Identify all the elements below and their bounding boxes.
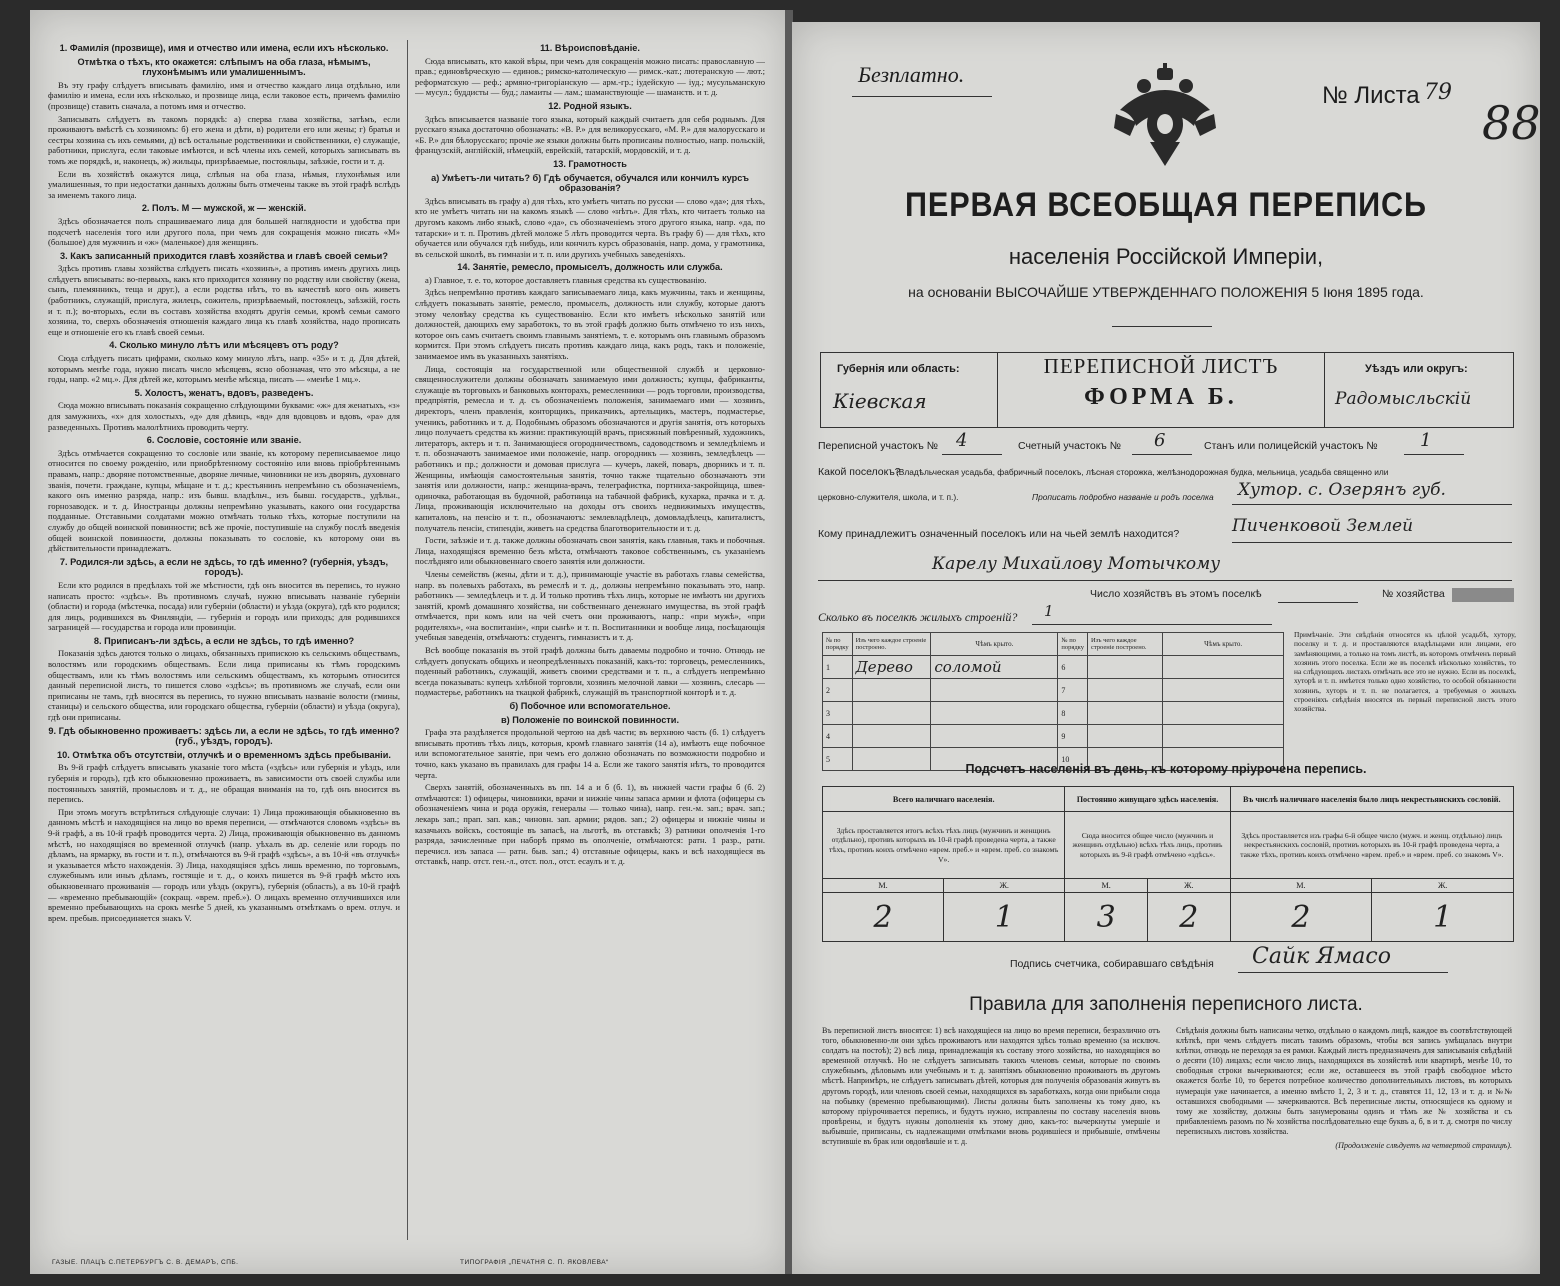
right-page — [792, 22, 1540, 1274]
section-heading: 6. Сословіе, состояніе или званіе. — [146, 435, 302, 446]
underline — [1232, 504, 1512, 505]
underline — [1238, 972, 1448, 973]
instruction-paragraph: При этомъ могутъ встрѣтиться слѣдующіе случаи: 1) Лица проживающія обыкновенно въ данномъ мѣстѣ и находящіяся на лицо во время переписи, — отмѣчаются словомъ «здѣсь» въ 9-й графѣ, а въ 10-й графѣ проводится черта. 2) Лица, проживающія обыкновенно въ данномъ мѣстѣ, но находящіяся во временной отлучкѣ (напр. уѣхалъ въ др. селеніе или городъ по дѣламъ, на ярмарку, въ гости и т. п.), отмѣчаются въ 9-й графѣ «здѣсь», а въ 10-й «въ отлучкѣ» и указывается мѣсто нахожденія. 3) Лица, находящіяся здѣсь лишь временно, по торговымъ, служебнымъ или иныъ дѣламъ, гостящіе и т. д., о коихъ пишется въ 9-й графѣ мѣсто ихъ обыкновеннаго проживанія — городъ или уѣздъ (округъ), губернія (область), а въ 10-й графѣ — «временно пребывающій» (сокращ. «врем. преб.»). О лицахъ временно отлучившихся или временно пребывающихъ на срокъ менѣе 5 дней, къ указаннымъ отмѣткамъ о врем. отлуч. и врем. пребыв. присоединяется знакъ V. — [48, 806, 400, 923]
buildings-label: Сколько въ поселкѣ жилыхъ строеній? — [818, 610, 1018, 624]
instruction-paragraph: Показанія здѣсь даются только о лицахъ, обязанныхъ припискою къ сельскимъ обществамъ, волостямъ или городскимъ обществамъ. Если лица приписаны къ тѣмъ городскимъ обществамъ, или къ тѣмъ волостямъ или сельскимъ обществамъ, къ которымъ относится данный переписной листъ, то пишется слово «здѣсь»; въ противномъ же случаѣ, если они приписаны не тамъ, гдѣ вносятся въ перепись, то нужно вписывать названіе волости (гмины, станицы) и сельского общества, или городскаго общества, губерніи (области) и уѣзда (округа), гдѣ они приписаны. — [48, 648, 400, 723]
legal-basis: на основаніи ВЫСОЧАЙШЕ УТВЕРЖДЕННАГО ПОЛОЖЕНІЯ 5 Іюня 1895 года. — [908, 284, 1424, 300]
settlement-value: Хутор. с. Озерянъ губ. — [1238, 480, 1446, 500]
buildings-value: 1 — [1044, 602, 1054, 620]
instruction-paragraph: Лица, состоящія на государственной или общественной службѣ и церковно-священнослужители должны обозначать занимаемую ими должность; купцы, фабриканты, служащіе въ торговыхъ и банковыхъ конторахъ, ремесленники — родъ торговли, производства, предпріятія, ремесла и т. д. съ обозначеніемъ положенія, занимаемаго ими — хозяинъ, директоръ, членъ правленія, конторщикъ, приказчикъ, артельщикъ, мастеръ, подмастерье, ученикъ, работникъ и т. д. Подобнымъ образомъ обозначаются и другія занятія, отъ которыхъ лицо получаетъ средства къ жизни: практикующій врачъ, присяжный повѣренный, художникъ, литераторъ, актеръ и т. п. Занимающіеся огородничествомъ, садоводствомъ и земледѣліемъ и т. п. обозначаютъ занимаемое ими положеніе, напр. огородникъ — хозяинъ, земледѣлецъ — работникъ и пр.; должности и домовая прислуга — кучеръ, лакей, поваръ, дворникъ и т. п. Женщины, имѣющія самостоятельныя занятія, точно также тщательно обозначаютъ эти занятія или должности, напр.: женщина-врачъ, телеграфистка, портниха-закройщица, швея-одиночка, работающая въ будочной, работница на табачной фабрикѣ, кухарка, прачка и т. д. Лица, проживающія исключительно на доходы отъ своихъ недвижимыхъ имуществъ, капиталовъ, на пенсію и т. п., обозначаютъ: землевладѣлецъ, домовладѣлецъ, капиталистъ, получатель пенсіи, стипендіи, живетъ на средства благотворительности и т. д. — [415, 363, 765, 533]
instruction-paragraph: Здѣсь вписывать въ графу а) для тѣхъ, кто умѣетъ читать по русски — слово «да»; для тѣхъ, кто не умѣетъ читать ни на какомъ языкѣ — слово «нѣтъ». Для тѣхъ, кто читаетъ только на другомъ какомъ либо языкѣ, слово «да», съ обозначеніемъ этого другого языка, напр. «да, по татарски» и т. п. Противъ дѣтей моложе 5 лѣтъ проводится черта. Въ графу б) — для тѣхъ, кто обучается или обучался гдѣ нибудь, или кончилъ курсъ образованія, напр. дома, у грамотника, въ сельской школѣ, въ гимназіи и т. п. или другихъ учебныхъ заведеніяхъ. — [415, 195, 765, 259]
section-heading: 13. Грамотность — [553, 158, 627, 169]
count-area-value: 6 — [1154, 430, 1166, 451]
row-number: 10 — [1058, 748, 1088, 771]
enumerator-signature: Сайк Ямасо — [1252, 944, 1391, 969]
underline — [1232, 542, 1512, 543]
section-heading: 1. Фамилія (прозвище), имя и отчество или имена, если ихъ нѣсколько. — [59, 43, 389, 53]
row-number: 5 — [823, 748, 853, 771]
section-heading: 11. Вѣроисповѣданіе. — [540, 43, 640, 53]
district-box — [1324, 352, 1514, 428]
pop-head-present: Всего наличнаго населенія. — [823, 787, 1065, 812]
nonpeasant-male-count: 2 — [1230, 893, 1372, 942]
rules-column-1: Въ переписной листъ вносятся: 1) всѣ находящіеся на лицо во время переписи, безразлично отъ того, обыкновенно-ли они здѣсь проживаютъ или находятся здѣсь только временно (за исключ. солдатъ на постоѣ); 2) всѣ лица, принадлежащія къ составу этого хозяйства, но находящіяся во временной отлучкѣ. Но не слѣдуетъ записывать такихъ членовъ семьи, которые по своимъ служебнымъ, дѣловымъ или учебнымъ и т. д. занятіямъ обыкновенно проживаютъ въ другомъ мѣстѣ. Напримѣръ, не слѣдуетъ записывать дѣтей, которыя для полученія образованія живутъ въ другомъ городѣ, или членовъ своей семьи, находящихся въ заработкахъ, когда они прибыли сюда на побывку (временно пребывающими). Листы должны быть заполнены къ тому дню, къ которому пріурочивается перепись, и будутъ нужно, исправлены по составу населенія вновь провѣрены, и будутъ нужны дополненія къ этому дню, какъ-то: вычеркнуты умершіе и выбывшіе, приписаны, съ надлежащими отмѣтками вновь родившіеся и прибывшіе, отмѣчены вступившіе въ брак или овдовѣвшіе и т. д. — [822, 1026, 1160, 1147]
column-divider — [407, 40, 408, 1240]
bt-head-what: Изъ чего каждое строеніе построено. — [1087, 633, 1162, 656]
row-number: 4 — [823, 725, 853, 748]
row-number: 6 — [1058, 656, 1088, 679]
document-title: ПЕРВАЯ ВСЕОБЩАЯ ПЕРЕПИСЬ — [905, 186, 1427, 224]
row-number: 8 — [1058, 702, 1088, 725]
instruction-paragraph: а) Главное, т. е. то, которое доставляетъ главныя средства къ существованію. — [425, 274, 707, 285]
building-material: Дерево — [852, 656, 931, 679]
bt-head-roof: Чѣмъ крыто. — [1163, 633, 1284, 656]
underline — [818, 580, 1512, 581]
household-number-label: № хозяйства — [1382, 588, 1445, 600]
province-value: Кіевская — [833, 389, 927, 413]
rules-column-2 — [1176, 1026, 1512, 1151]
row-number: 1 — [823, 656, 853, 679]
section-heading: Отмѣтка о тѣхъ, кто окажется: слѣпымъ на оба глаза, нѣмымъ, глухонѣмымъ или умалишеннымъ. — [77, 56, 371, 78]
section-heading: в) Положеніе по воинской повинности. — [500, 714, 680, 725]
instruction-paragraph: Гости, заѣзжіе и т. д. также должны обозначать свои занятія, какъ главныя, такъ и побочныя. Лица, находящіяся временно безъ мѣста, отмѣчаютъ таковое собственнымъ, съ указаніемъ послѣдняго или обыкновеннаго своего занятія или должности. — [415, 535, 765, 567]
pop-head-permanent: Постоянно живущаго здѣсь населенія. — [1065, 787, 1230, 812]
female-label: Ж. — [1147, 879, 1230, 893]
form-title: ПЕРЕПИСНОЙ ЛИСТЪ — [1043, 354, 1279, 378]
left-page — [30, 10, 788, 1274]
province-label: Губернія или область: — [837, 363, 960, 375]
underline — [942, 454, 1002, 455]
settlement-hint-2: церковно-служителя, школа, и т. п.). — [818, 492, 959, 502]
settlement-label: Какой поселокъ? — [818, 466, 901, 478]
district-value: Радомысльскій — [1335, 389, 1472, 409]
bt-head-what: Изъ чего каждое строеніе построено. — [852, 633, 931, 656]
divider — [852, 96, 992, 97]
pop-desc-nonpeasant: Здѣсь проставляется изъ графы 6-й общее число (мужч. и женщ. отдѣльно) лицъ некрестьянскихъ сословій, противъ которыхъ въ 10-й графѣ проведена черта, а также тѣхъ, противъ коихъ отмѣчено «врем. преб.» и «врем. преб. со знакомъ V». — [1230, 812, 1513, 879]
underline — [1278, 602, 1358, 603]
instruction-paragraph: Сюда слѣдуетъ писать цифрами, сколько кому минуло лѣтъ, напр. «35» и т. д. Для дѣтей, которымъ менѣе года, нужно писать число мѣсяцевъ, ясно обозначая, что это мѣсяцы, а не годы, напр. «2 мц.». Для дѣтей же, которымъ менѣе мѣсяца, писать — «менѣе 1 мц.». — [48, 353, 400, 385]
section-heading: 9. Гдѣ обыкновенно проживаетъ: здѣсь ли, а если не здѣсь, то гдѣ именно? (губ., уѣздъ, городъ). — [48, 725, 400, 747]
bt-head-num: № по порядку — [823, 633, 853, 656]
printer-footer-left: ГАЗЫЕ. ПЛАЦЪ С.ПЕТЕРБУРГЪ С. В. ДЕМАРЪ, СПБ. — [52, 1259, 239, 1266]
bt-head-num: № по порядку — [1058, 633, 1088, 656]
pop-desc-permanent: Сюда вносится общее число (мужчинъ и женщинъ отдѣльно) всѣхъ тѣхъ лицъ, противъ которыхъ въ 9-й графѣ отмѣчено «здѣсь». — [1065, 812, 1230, 879]
sheet-number-label: № Листа — [1322, 82, 1420, 109]
permanent-female-count: 2 — [1147, 893, 1230, 942]
underline — [1404, 454, 1464, 455]
instruction-paragraph: Если кто родился в предѣлахъ той же мѣстности, гдѣ онъ вносится въ перепись, то нужно написать просто: «здѣсь». Въ противномъ случаѣ, нужно вписывать названіе губерніи (области) и города (мѣстечка, посада) или губерніи (области) и уѣзда (округа), гдѣ кто родился; для лицъ, родившихся въ Финляндіи, — губернія и городъ или приходъ; для родившихся заграницей — государства и города или провинціи. — [48, 579, 400, 633]
province-box — [820, 352, 998, 428]
row-number: 3 — [823, 702, 853, 725]
bt-head-roof: Чѣмъ крыто. — [931, 633, 1058, 656]
households-label: Число хозяйствъ въ этомъ поселкѣ — [1090, 588, 1262, 600]
section-heading: б) Побочное или вспомогательное. — [509, 701, 671, 712]
section-heading: 3. Какъ записанный приходится главѣ хозяйства и главѣ своей семьи? — [60, 250, 388, 261]
section-heading: 2. Полъ. М — мужской, ж — женскій. — [141, 203, 307, 214]
form-name: ФОРМА Б. — [1084, 384, 1238, 410]
instruction-paragraph: Здѣсь противъ главы хозяйства слѣдуетъ писать «хозяинъ», а противъ именъ другихъ лицъ слѣдуетъ вписывать: во-первыхъ, какъ кто приходится хозяину по родству или свойству (жена, сынъ, племянникъ, теща и друг.), а если родства нѣтъ, то въ качествѣ кого онъ живетъ (работникъ, служащій, прислуга, жилецъ, сожитель, призрѣваемый, постоялецъ, заѣзжій, гость и т. п.); во-вторыхъ, если въ составъ хозяйства входятъ другія семьи, кромѣ семьи самого хозяина, то, сверхъ обозначенія отношенія каждаго лица къ главѣ хозяйства, надо прописать еще и отношеніе его къ главѣ своей семьи. — [48, 263, 400, 337]
instructions-column-1 — [48, 40, 400, 1240]
section-heading: 12. Родной языкъ. — [548, 100, 632, 111]
male-label: М. — [823, 879, 944, 893]
buildings-note: Примѣчаніе. Эти свѣдѣнія относятся къ цѣлой усадьбѣ, хутору, поселку и т. д. и проставляются владѣльцами или лицами, его замѣняющими, а только на томъ листѣ, въ которомъ отмѣченъ первый хозяинъ этого поселка. Если же въ поселкѣ нѣсколько хозяйствъ, то на слѣдующихъ листахъ отмѣчать все это не нужно. Если въ поселкѣ, хуторѣ и т. п. имѣется только одно хозяйство, то особой обязанности хозяинъ, хуторъ и т. п. не полагается, а требуемыя о жилыхъ строеніяхъ свѣдѣнія вносятся въ первый переписной листъ этого хозяйства. — [1294, 630, 1516, 714]
section-heading: 14. Занятіе, ремесло, промыселъ, должность или служба. — [457, 262, 723, 273]
instruction-paragraph: Всѣ вообще показанія въ этой графѣ должны быть даваемы подробно и точно. Отнюдь не слѣдуетъ допускать общихъ и неопредѣленныхъ показаній, какъ-то: торговецъ, ремесленникъ, поденный работникъ, служащій, живетъ своими средствами и т. п., а слѣдуетъ непремѣнно всегда показывать: купецъ хлѣбной торговли, хозяинъ мелочной лавки — хозяинъ, слесарь — подмастерье, работникъ на ткацкой фабрикѣ, служащій въ транспортной конторѣ и т. д. — [415, 645, 765, 698]
instruction-paragraph: Графа эта раздѣляется продольной чертою на двѣ части; въ верхнюю часть (б. 1) слѣдуетъ вписывать противъ тѣхъ лицъ, которыя, кромѣ главнаго занятія (14 а), имѣютъ еще побочное или вспомогательное занятіе, при чемъ его должно обозначать по возможности подробно и точно, какъ указано въ правилахъ для графы 14 а. Если же такого занятія нѣтъ, то проводится черта. — [415, 727, 765, 780]
archive-page-number: 88 — [1482, 96, 1541, 150]
row-number: 7 — [1058, 679, 1088, 702]
table-row — [823, 656, 1284, 679]
camp-value: 1 — [1420, 430, 1432, 451]
instruction-paragraph: Сюда вписывать, кто какой вѣры, при чемъ для сокращенія можно писать: православную — прав.; единовѣрческую — единов.; римско-католическую — римск.-кат.; лютеранскую — лют.; реформатскую — реф.; армяно-григоріанскую — арм.-гр.; іудейскую — іуд.; мусульманскую — мусул.; буддисты — буд.; ламаиты — лам.; шаманствующіе — шаманств. и т. д. — [415, 55, 765, 98]
instruction-paragraph: Записывать слѣдуетъ въ такомъ порядкѣ: а) сперва глава хозяйства, затѣмъ, если проживаютъ вмѣстѣ съ хозяиномъ: б) его жена и дѣти, в) родители его или жены; г) братья и сестры хозяина съ ихъ семьями, д) всѣ остальные родственники и свойственники, е) служащіе, работники, прислуга, если таковые имѣются, и всѣ члены ихъ семей, которыхъ записывать въ томъ же порядкѣ, и, наконецъ, ж) жильцы, призрѣваемые, постояльцы, заѣзжіе, гости и т. д. — [48, 113, 400, 166]
section-heading: 5. Холостъ, женатъ, вдовъ, разведенъ. — [134, 387, 314, 398]
table-row — [823, 679, 1284, 702]
owner-value: Пиченковой Землей — [1232, 516, 1414, 536]
section-heading: 7. Родился-ли здѣсь, а если не здѣсь, то гдѣ именно? (губернія, уѣздъ, городъ). — [59, 556, 389, 578]
instruction-paragraph: Въ эту графу слѣдуетъ вписывать фамилію, имя и отчество каждаго лица отдѣльно, или фамилію и имена, если ихъ нѣсколько, и прозвище лица, если таковое есть, причемъ фамилію (прозвище) ставить сначала, а потомъ имя и отчество. — [48, 79, 400, 111]
instruction-paragraph: Здѣсь отмѣчается сокращенно то сословіе или званіе, къ которому переписываемое лицо относится по своему рожденію, или приобрѣтенному состоянію или вновь пріобрѣтеннымъ правамъ, напр.: дворяне потомственные, дворяне личные, чиновники не изъ дворянъ, духовнаго званія, почетн. граждане, купцы, мѣщане и т. д.; крестьянинъ непремѣнно съ обозначеніемъ, какого онъ именно разряда, напр.: изъ бывш. владѣльч., изъ бывш. государств., удѣльн., горнозаводск. и т. д. Иностранцы должны непремѣнно указывать, какого они государства подданные. Отставными солдатами можно отмѣчать только тѣхъ, которые поступили на службу до общей воинской повинности; всѣ же прочіе, поступившіе на службу послѣ введенія общей воинской повинности, должны показывать то сословіе, къ которому они въ дѣйствительности принадлежатъ. — [48, 447, 400, 554]
section-heading: 8. Приписанъ-ли здѣсь, а если не здѣсь, то гдѣ именно? — [93, 635, 355, 646]
instruction-paragraph: Сверхъ занятій, обозначенныхъ въ пп. 14 а и б (б. 1), въ нижней части графы б (б. 2) отмѣчаются: 1) офицеры, чиновники, врачи и нижніе чины запаса армии и флота (офицеры съ обозначеніемъ чина и рода оружія, генералы — только чина), напр. ген.-м. зап.; врач. зап.; лекарь зап.; прап. зап. кав.; чиновн. зап. армии; рядов. зап.; 2) офицеры и нижніе чины и казачьихъ войскъ, состоящіе въ запасѣ, на льготѣ, въ отставкѣ; 3) ратники ополченія 1-го разряда, зачисленные при наборѣ прямо въ ополченіе, отмѣчаются: ратн. 1 разр., ратн. перечисл. изъ запаса — ратн. быв. зап.; 4) отставные офицеры, какъ и всѣ находящіеся въ отставкѣ, напр. отст. ген.-л., отст. пол., отст. есаулъ и т. д. — [415, 782, 765, 867]
permanent-male-count: 3 — [1065, 893, 1148, 942]
pop-head-nonpeasant: Въ числѣ наличнаго населенія было лицъ некрестьянскихъ сословій. — [1230, 787, 1513, 812]
section-heading: а) Умѣетъ-ли читать? б) Гдѣ обучается, обучался или кончилъ курсъ образованія? — [431, 172, 749, 194]
instruction-paragraph: Если въ хозяйствѣ окажутся лица, слѣпыя на оба глаза, нѣмыя, глухонѣмыя или умалишенныя, то при недостатки данныхъ должны быть отмечены также въ этой графѣ вслѣдъ за именемъ такого лица. — [48, 168, 400, 200]
divider — [1112, 326, 1212, 327]
underline — [1032, 624, 1272, 625]
rules-title: Правила для заполненія переписного листа. — [969, 994, 1363, 1015]
free-label: Безплатно. — [858, 62, 965, 87]
rules-column-2-text: Свѣдѣнія должны быть написаны четко, отдѣльно о каждомъ лицѣ, каждое въ соотвѣтствующей клѣткѣ, при чемъ слѣдуетъ писать такимъ образомъ, чтобы вся запись умѣщалась внутри клѣтки, отнюдь не переходя за ея рамки. Каждый листъ предназначенъ для записыванія свѣдѣній о десяти (10) лицахъ; если число лицъ, находящихся въ хозяйствѣ или квартирѣ, менѣе 10, то свободныя строки вычеркиваются; если же, оставшееся въ этой графѣ свободное мѣсто окажется болѣе 10, то берется потребное количество дополнительныхъ листовъ, въ которыхъ нумерація уже начинается, а именно вмѣсто 1, 2, 3 и т. д., ставятся 11, 12, 13 и т. д. и №№ оставшихся свободными — зачеркиваются. Всѣ переписные листы, относящіеся къ одному и тому же хозяйству, должны быть занумерованы одинъ и тѣмъ же № хозяйства и съ прибавленіемъ разомъ по № хозяйства послѣдовательно еще буквъ а, б, в и т. д. смотря по числу переписныхъ листовъ хозяйства. — [1176, 1026, 1512, 1136]
census-area-label: Переписной участокъ № — [818, 440, 938, 452]
double-headed-eagle-emblem — [1110, 62, 1220, 172]
enumerator-signature-label: Подпись счетчика, собиравшаго свѣдѣнія — [1010, 958, 1214, 970]
document-subtitle: населенія Россійской Имперіи, — [1008, 244, 1324, 269]
owner-label: Кому принадлежитъ означенный поселокъ или на чьей землѣ находится? — [818, 528, 1180, 540]
buildings-table — [822, 632, 1284, 771]
population-count-title: Подсчетъ населенія въ день, къ которому пріурочена перепись. — [965, 762, 1367, 776]
instructions-column-2 — [415, 40, 765, 1220]
row-number: 9 — [1058, 725, 1088, 748]
instruction-paragraph: Здѣсь обозначается полъ спрашиваемаго лица для большей наглядности и удобства при подсчетѣ населенія того или другого пола, при чемъ для сокращенія можно писать «М» (большое) для мужчинъ и «ж» (маленькое) для женщинъ. — [48, 215, 400, 248]
pop-desc-present: Здѣсь проставляется итогъ всѣхъ тѣхъ лицъ (мужчинъ и женщинъ отдѣльно), противъ которыхъ въ 10-й графѣ проведена черта, а также тѣхъ, противъ коихъ отмѣчено «врем. преб.» и «врем. преб. со знакомъ V». — [823, 812, 1065, 879]
owner-value-2: Карелу Михайлову Мотычкому — [932, 554, 1221, 574]
male-label: М. — [1230, 879, 1372, 893]
table-row — [823, 725, 1284, 748]
present-female-count: 1 — [944, 893, 1065, 942]
settlement-hint: (Владѣльческая усадьба, фабричный поселокъ, лѣсная сторожка, желѣзнодорожная будка, мельница, усадьба священно или — [896, 467, 1389, 477]
underline — [1132, 454, 1192, 455]
instruction-paragraph: Сюда можно вписывать показанія сокращенно слѣдующими буквами: «ж» для женатыхъ, «з» для замужнихъ, «х» для холостыхъ, «д» для дѣвицъ, «вд» для вдовцовъ и вдовъ, «ра» для разведенныхъ. Противъ малолѣтнихъ проводить черту. — [48, 400, 400, 432]
nonpeasant-female-count: 1 — [1372, 893, 1514, 942]
instruction-paragraph: Въ 9-й графѣ слѣдуетъ вписывать указаніе того мѣста («здѣсь» или губернія и уѣздъ, или губернія и городъ), гдѣ кто обыкновенно проживаетъ, въ зависимости отъ своей службы или постоянныхъ занятій, промысловъ и т. д., не обращая вниманія на то, гдѣ онъ вносится въ перепись. — [48, 762, 400, 805]
redacted-household-number — [1452, 588, 1514, 602]
district-label: Уѣздъ или округъ: — [1365, 363, 1468, 375]
female-label: Ж. — [944, 879, 1065, 893]
row-number: 2 — [823, 679, 853, 702]
settlement-hint-3: Прописать подробно названіе и родъ поселка — [1032, 492, 1214, 502]
roof-material: соломой — [931, 656, 1058, 679]
printer-footer-right: ТИПОГРАФІЯ „ПЕЧАТНЯ С. П. ЯКОВЛЕВА“ — [460, 1259, 609, 1266]
male-label: М. — [1065, 879, 1148, 893]
present-male-count: 2 — [823, 893, 944, 942]
instruction-paragraph: Здѣсь вписывается названіе того языка, который каждый считаетъ для себя роднымъ. Для русскаго языка достаточно обозначать: «В. Р.» для великорусскаго, «М. Р.» для малорусскаго и «Б. Р.» для бѣлорусскаго; прочіе же языки должны быть прописаны полностью, напр. польскій, французскій, англійскій, нѣмецкій, еврейскій, татарскій, мордовскій, и т. д. — [415, 113, 765, 156]
section-heading: 10. Отмѣтка объ отсутствіи, отлучкѣ и о временномъ здѣсь пребываніи. — [57, 749, 391, 760]
instruction-paragraph: Члены семействъ (жены, дѣти и т. д.), принимающіе участіе въ работахъ главы семейства, напр. въ полевыхъ работахъ, въ ремеслѣ и т. д., должны непремѣнно показывать это, напр. работникъ — земледѣлецъ и т. д. И только противъ тѣхъ лицъ, которые не имѣютъ ни другихъ занятій, кромѣ домашняго хозяйства, ни собственнаго денежнаго имущества, въ этой графѣ отмѣчается, при комъ или на чей счетъ они проживаютъ, напр.: «при мужѣ», «при родителяхъ», «на воспитаніи», «при сынѣ» и т. п. Воспитанники и вообще лица, посѣщающія учебныя заведенія, отмѣчаютъ: студентъ, гимназистъ и т. д. — [415, 568, 765, 643]
census-area-value: 4 — [956, 430, 968, 451]
sheet-number-value: 79 — [1424, 80, 1452, 105]
table-row — [823, 702, 1284, 725]
section-heading: 4. Сколько минуло лѣтъ или мѣсяцевъ отъ роду? — [109, 340, 339, 351]
count-area-label: Счетный участокъ № — [1018, 440, 1122, 452]
female-label: Ж. — [1372, 879, 1514, 893]
camp-label: Станъ или полицейскій участокъ № — [1204, 440, 1378, 452]
population-table — [822, 786, 1514, 942]
instruction-paragraph: Здѣсь непремѣнно противъ каждаго записываемаго лица, какъ мужчины, такъ и женщины, слѣдуетъ показывать занятіе, ремесло, промыселъ, должность или службу, которые даютъ этому человѣку средства къ существованію. Если кто имѣетъ нѣсколько занятій или должностей, дающихъ ему заработокъ, то въ этой графѣ должно быть отмѣчено то изъ нихъ, которое онъ самъ считаетъ своимъ главнымъ занятіемъ, т. е. которымъ онъ главнымъ образомъ кормится. При этомъ слѣдуетъ писать противъ каждаго лица, какъ родъ, такъ и положеніе, занимаемое имъ въ указанныхъ занятіяхъ. — [415, 287, 765, 362]
rules-continued-note: (Продолженіе слѣдуетъ на четвертой страницѣ). — [1335, 1141, 1512, 1151]
